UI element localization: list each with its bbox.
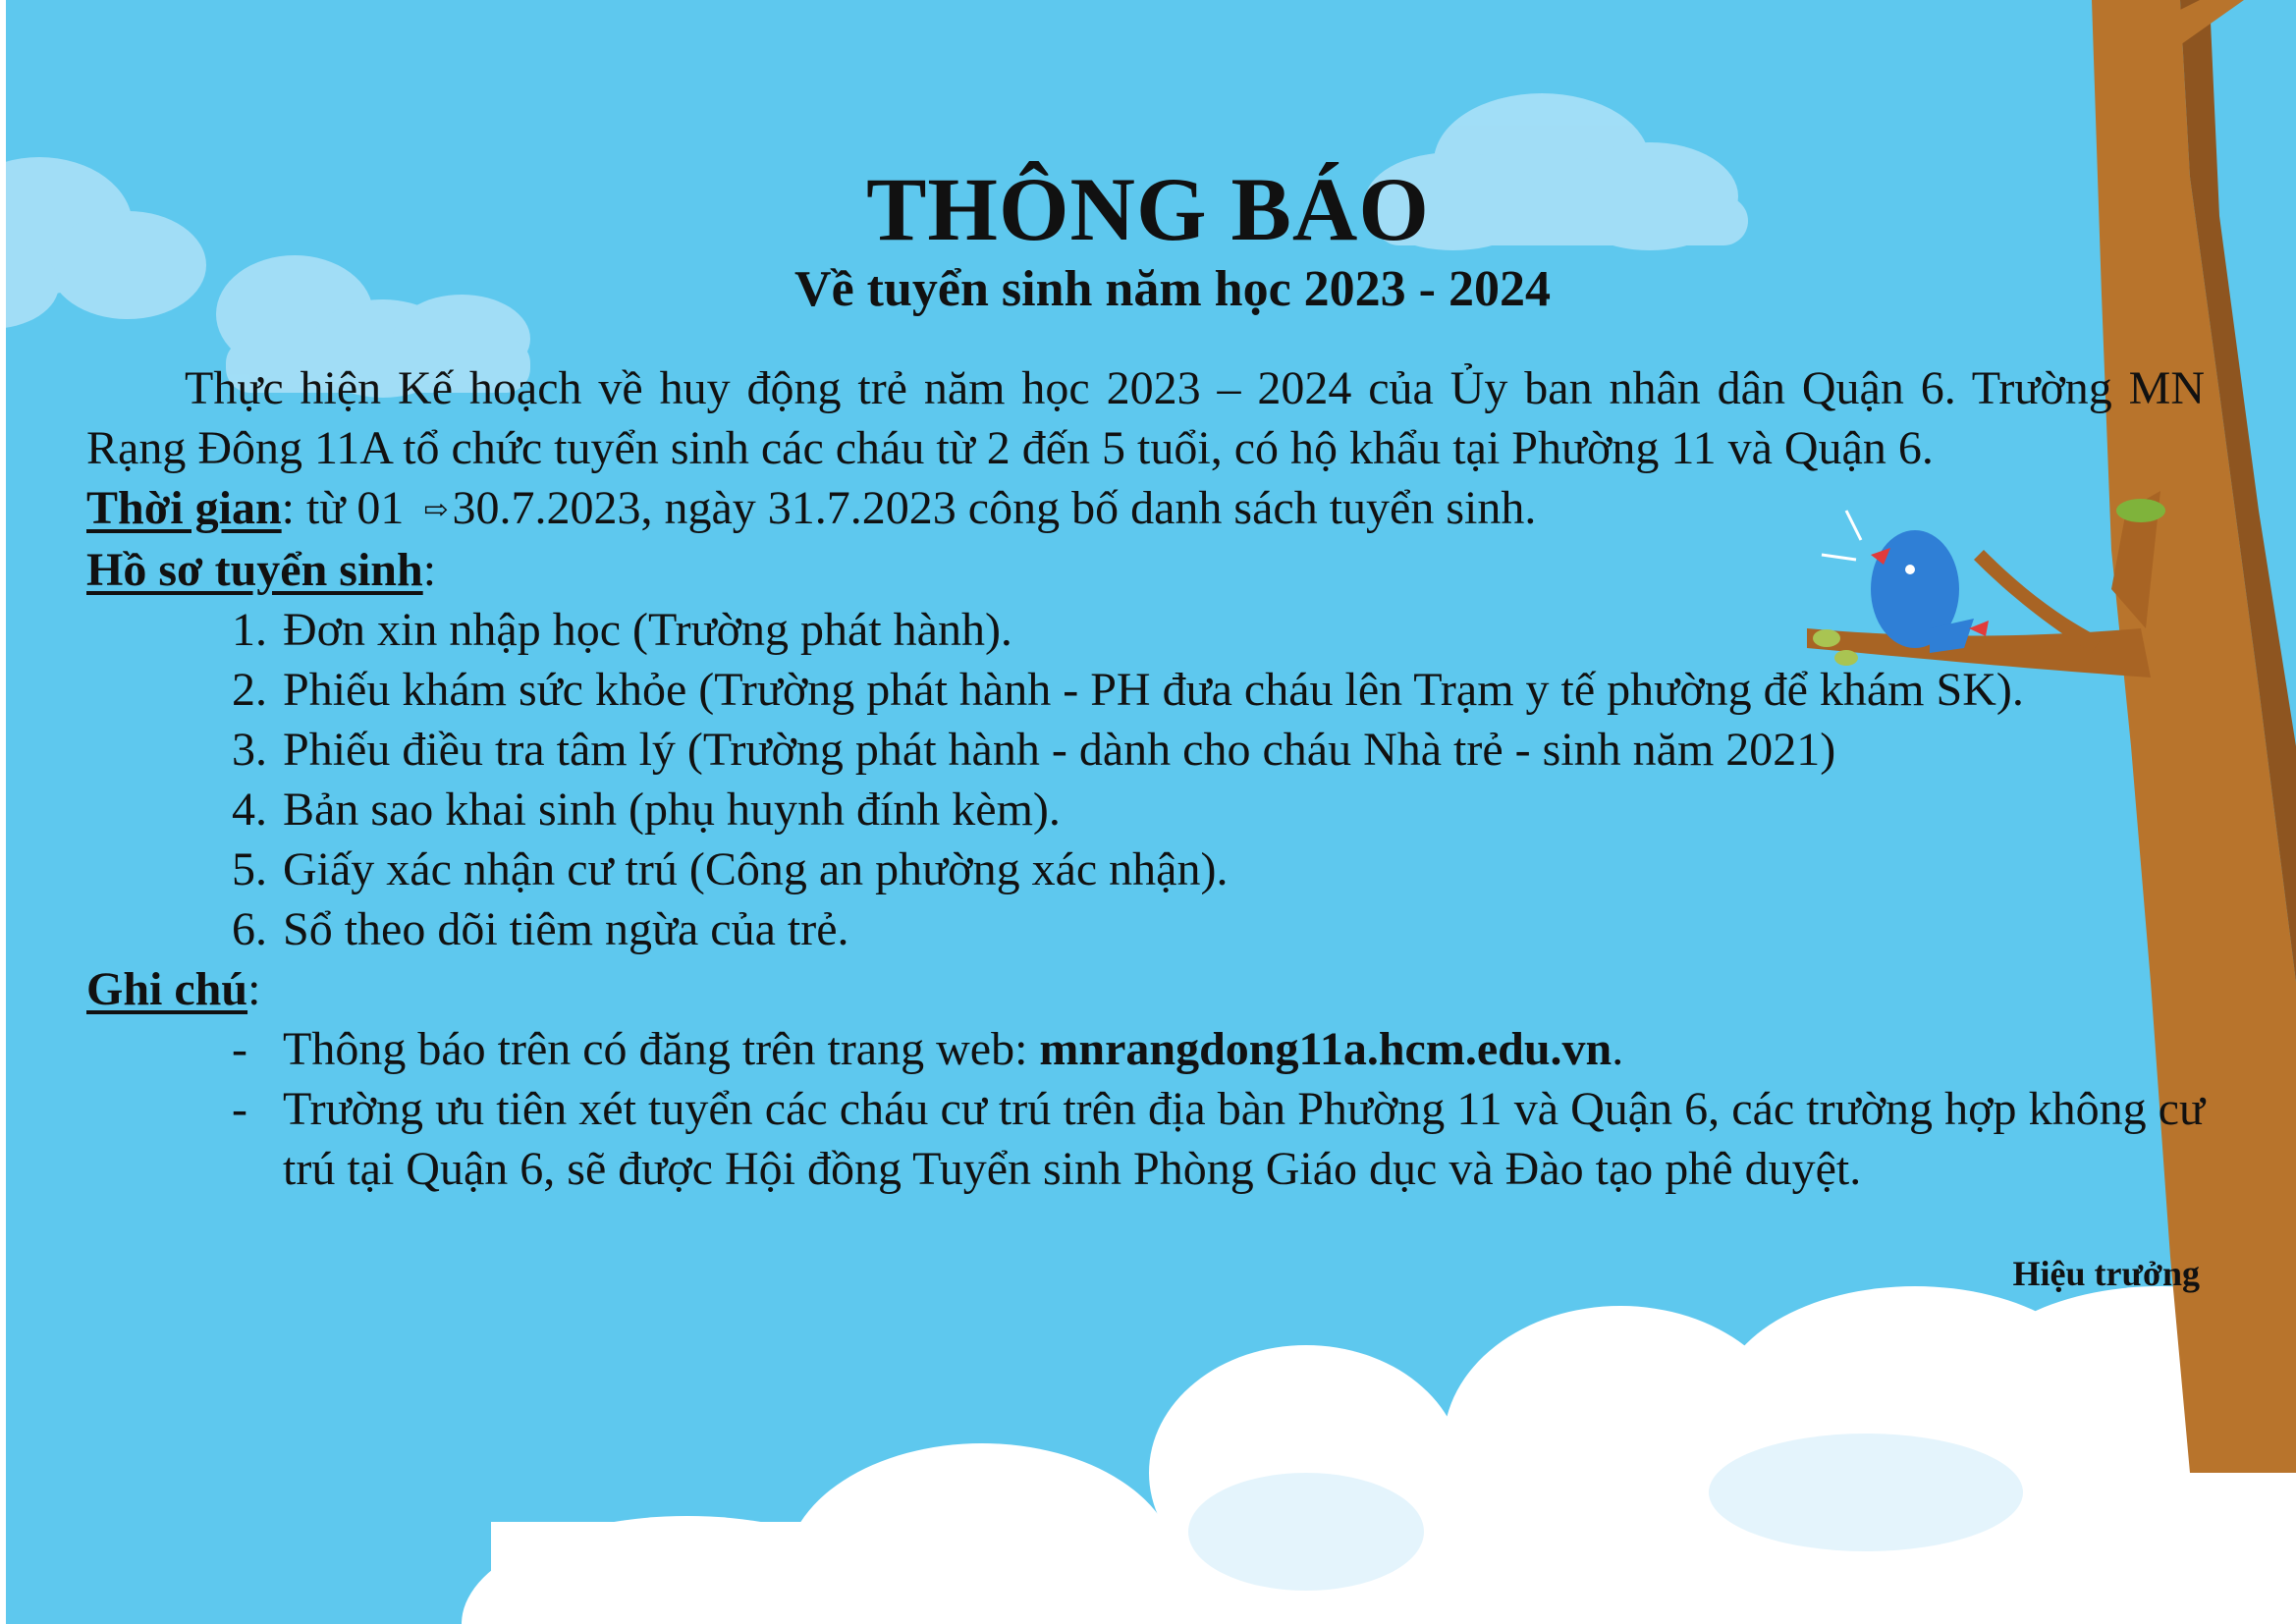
list-item [86, 839, 2205, 899]
signature: Hiệu trưởng [2012, 1254, 2200, 1293]
note-web-prefix: Thông báo trên có đăng trên trang web: [283, 1023, 1040, 1075]
notice-title: THÔNG BÁO [866, 159, 1430, 259]
time-prefix: : từ 01 [281, 482, 405, 534]
list-item [86, 600, 2205, 660]
item-text: Sổ theo dõi tiêm ngừa của trẻ. [283, 903, 849, 955]
documents-colon: : [422, 544, 437, 596]
list-item [86, 660, 2205, 720]
notes-heading [86, 959, 2205, 1019]
note-priority: Trường ưu tiên xét tuyển các cháu cư trú trên địa bàn Phường 11 và Quận 6, các trường hợp không cư trú tại Quận 6, sẽ được Hội đồng Tuyển sinh Phòng Giáo dục và Đào tạo phê duyệt. [283, 1083, 2205, 1195]
arrow-icon: ⇨ [423, 494, 449, 526]
item-text: Phiếu điều tra tâm lý (Trường phát hành - dành cho cháu Nhà trẻ - sinh năm 2021) [283, 724, 1836, 776]
note-item [86, 1079, 2205, 1199]
list-item [86, 899, 2205, 959]
note-dash: - [232, 1083, 247, 1135]
notice-subtitle: Về tuyển sinh năm học 2023 - 2024 [794, 261, 1551, 317]
documents-list [86, 600, 2205, 959]
time-label: Thời gian [86, 482, 282, 534]
item-text: Giấy xác nhận cư trú (Công an phường xác nhận). [283, 843, 1229, 895]
item-number: 2. [232, 664, 267, 716]
website-link[interactable]: mnrangdong11a.hcm.edu.vn [1039, 1023, 1613, 1075]
documents-label: Hồ sơ tuyển sinh [86, 544, 423, 596]
intro-paragraph: Thực hiện Kế hoạch về huy động trẻ năm học 2023 – 2024 của Ủy ban nhân dân Quận 6. Trường MN Rạng Đông 11A tổ chức tuyển sinh các cháu từ 2 đến 5 tuổi, có hộ khẩu tại Phường 11 và Quận 6. [86, 362, 2205, 474]
item-number: 1. [232, 604, 267, 656]
note-web-suffix: . [1612, 1023, 1624, 1075]
notes-list [86, 1019, 2205, 1199]
item-text: Bản sao khai sinh (phụ huynh đính kèm). [283, 784, 1061, 836]
item-text: Phiếu khám sức khỏe (Trường phát hành - PH đưa cháu lên Trạm y tế phường để khám SK). [283, 664, 2024, 716]
note-dash: - [232, 1023, 247, 1075]
item-number: 4. [232, 784, 267, 836]
item-number: 3. [232, 724, 267, 776]
list-item [86, 720, 2205, 780]
documents-heading [86, 540, 2205, 600]
time-text: 30.7.2023, ngày 31.7.2023 công bố danh sách tuyển sinh. [452, 482, 1537, 534]
item-number: 5. [232, 843, 267, 895]
note-item [86, 1019, 2205, 1079]
notes-colon: : [247, 963, 261, 1015]
notice-body [86, 358, 2205, 1199]
notes-label: Ghi chú [86, 963, 248, 1015]
item-number: 6. [232, 903, 267, 955]
list-item [86, 780, 2205, 839]
item-text: Đơn xin nhập học (Trường phát hành). [283, 604, 1012, 656]
time-line [86, 478, 2205, 540]
